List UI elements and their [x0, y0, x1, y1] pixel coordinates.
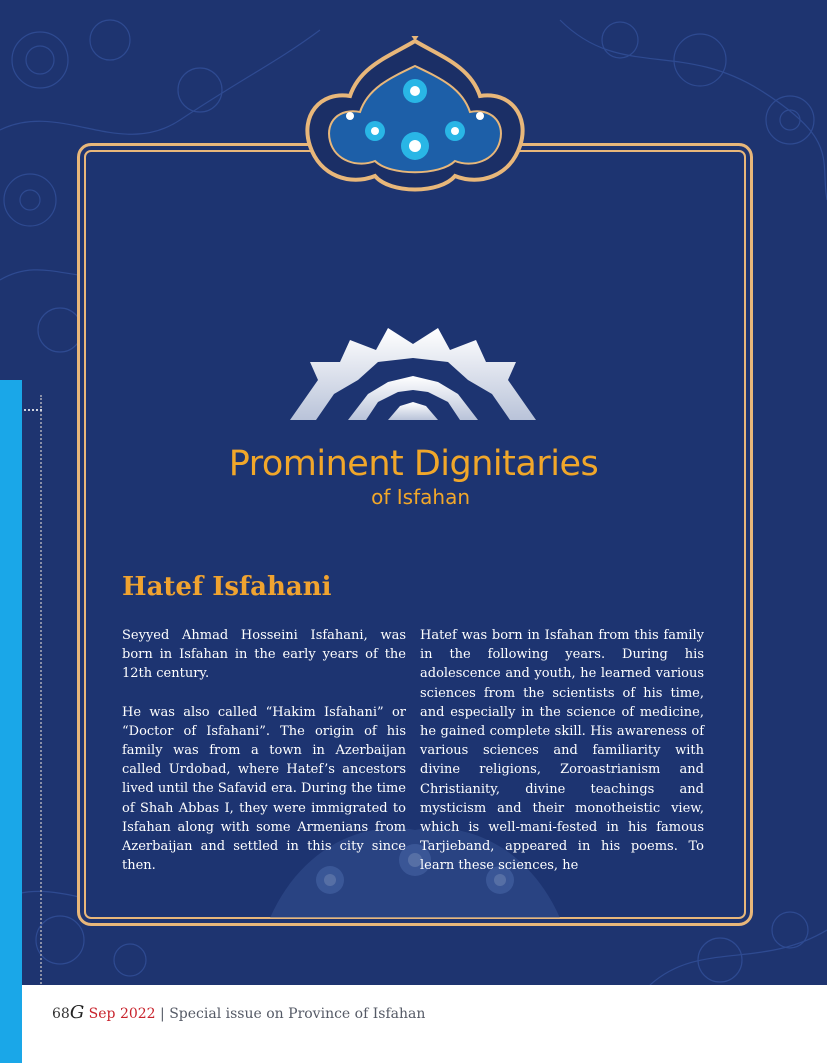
- article-right-column: [420, 626, 704, 895]
- magazine-logo: G: [69, 1002, 85, 1023]
- page-number: 68: [52, 1006, 70, 1022]
- footer-separator: |: [160, 1006, 165, 1022]
- footer-line: [52, 1002, 425, 1023]
- star-emblem-icon: [288, 322, 538, 422]
- paragraph: He was also called “Hakim Isfahani” or “Doctor of Isfahani”. The origin of his family was from a town in Azerbaijan called Urdobad, where Hatef’s ancestors lived until the Safavid era. During the time of Shah Abbas I, they were immigrated to Isfahan along with some Armenians from Azerbaijan and settled in this city since then.: [122, 704, 406, 874]
- page-subtitle: of Isfahan: [371, 485, 470, 509]
- page-title: Prominent Dignitaries: [228, 444, 599, 484]
- side-accent-bar: [0, 380, 22, 1063]
- page-footer: [22, 985, 827, 1063]
- paragraph: Seyyed Ahmad Hosseini Isfahani, was born in Isfahan in the early years of the 12th century.: [122, 628, 406, 682]
- vertical-dotted-divider: [40, 395, 42, 1063]
- issue-description: Special issue on Province of Isfahan: [169, 1006, 426, 1022]
- issue-date: Sep 2022: [88, 1006, 156, 1022]
- paragraph: Hatef was born in Isfahan from this family in the following years. During his adolescence and youth, he learned various sciences from the scientists of his time, and especially in the science of medicine, he gained complete skill. His awareness of various sciences and familiarity with divine religions, Zoroastrianism and Christianity, divine teachings and mysticism and their monotheistic view, which is well-mani-fested in his famous Tarjieband, appeared in his poems. To learn these sciences, he: [420, 628, 704, 874]
- persian-tile-ornament-icon: [290, 36, 540, 196]
- article-heading: Hatef Isfahani: [122, 572, 332, 602]
- horizontal-dotted-marker: [24, 409, 42, 411]
- article-left-column: [122, 626, 406, 894]
